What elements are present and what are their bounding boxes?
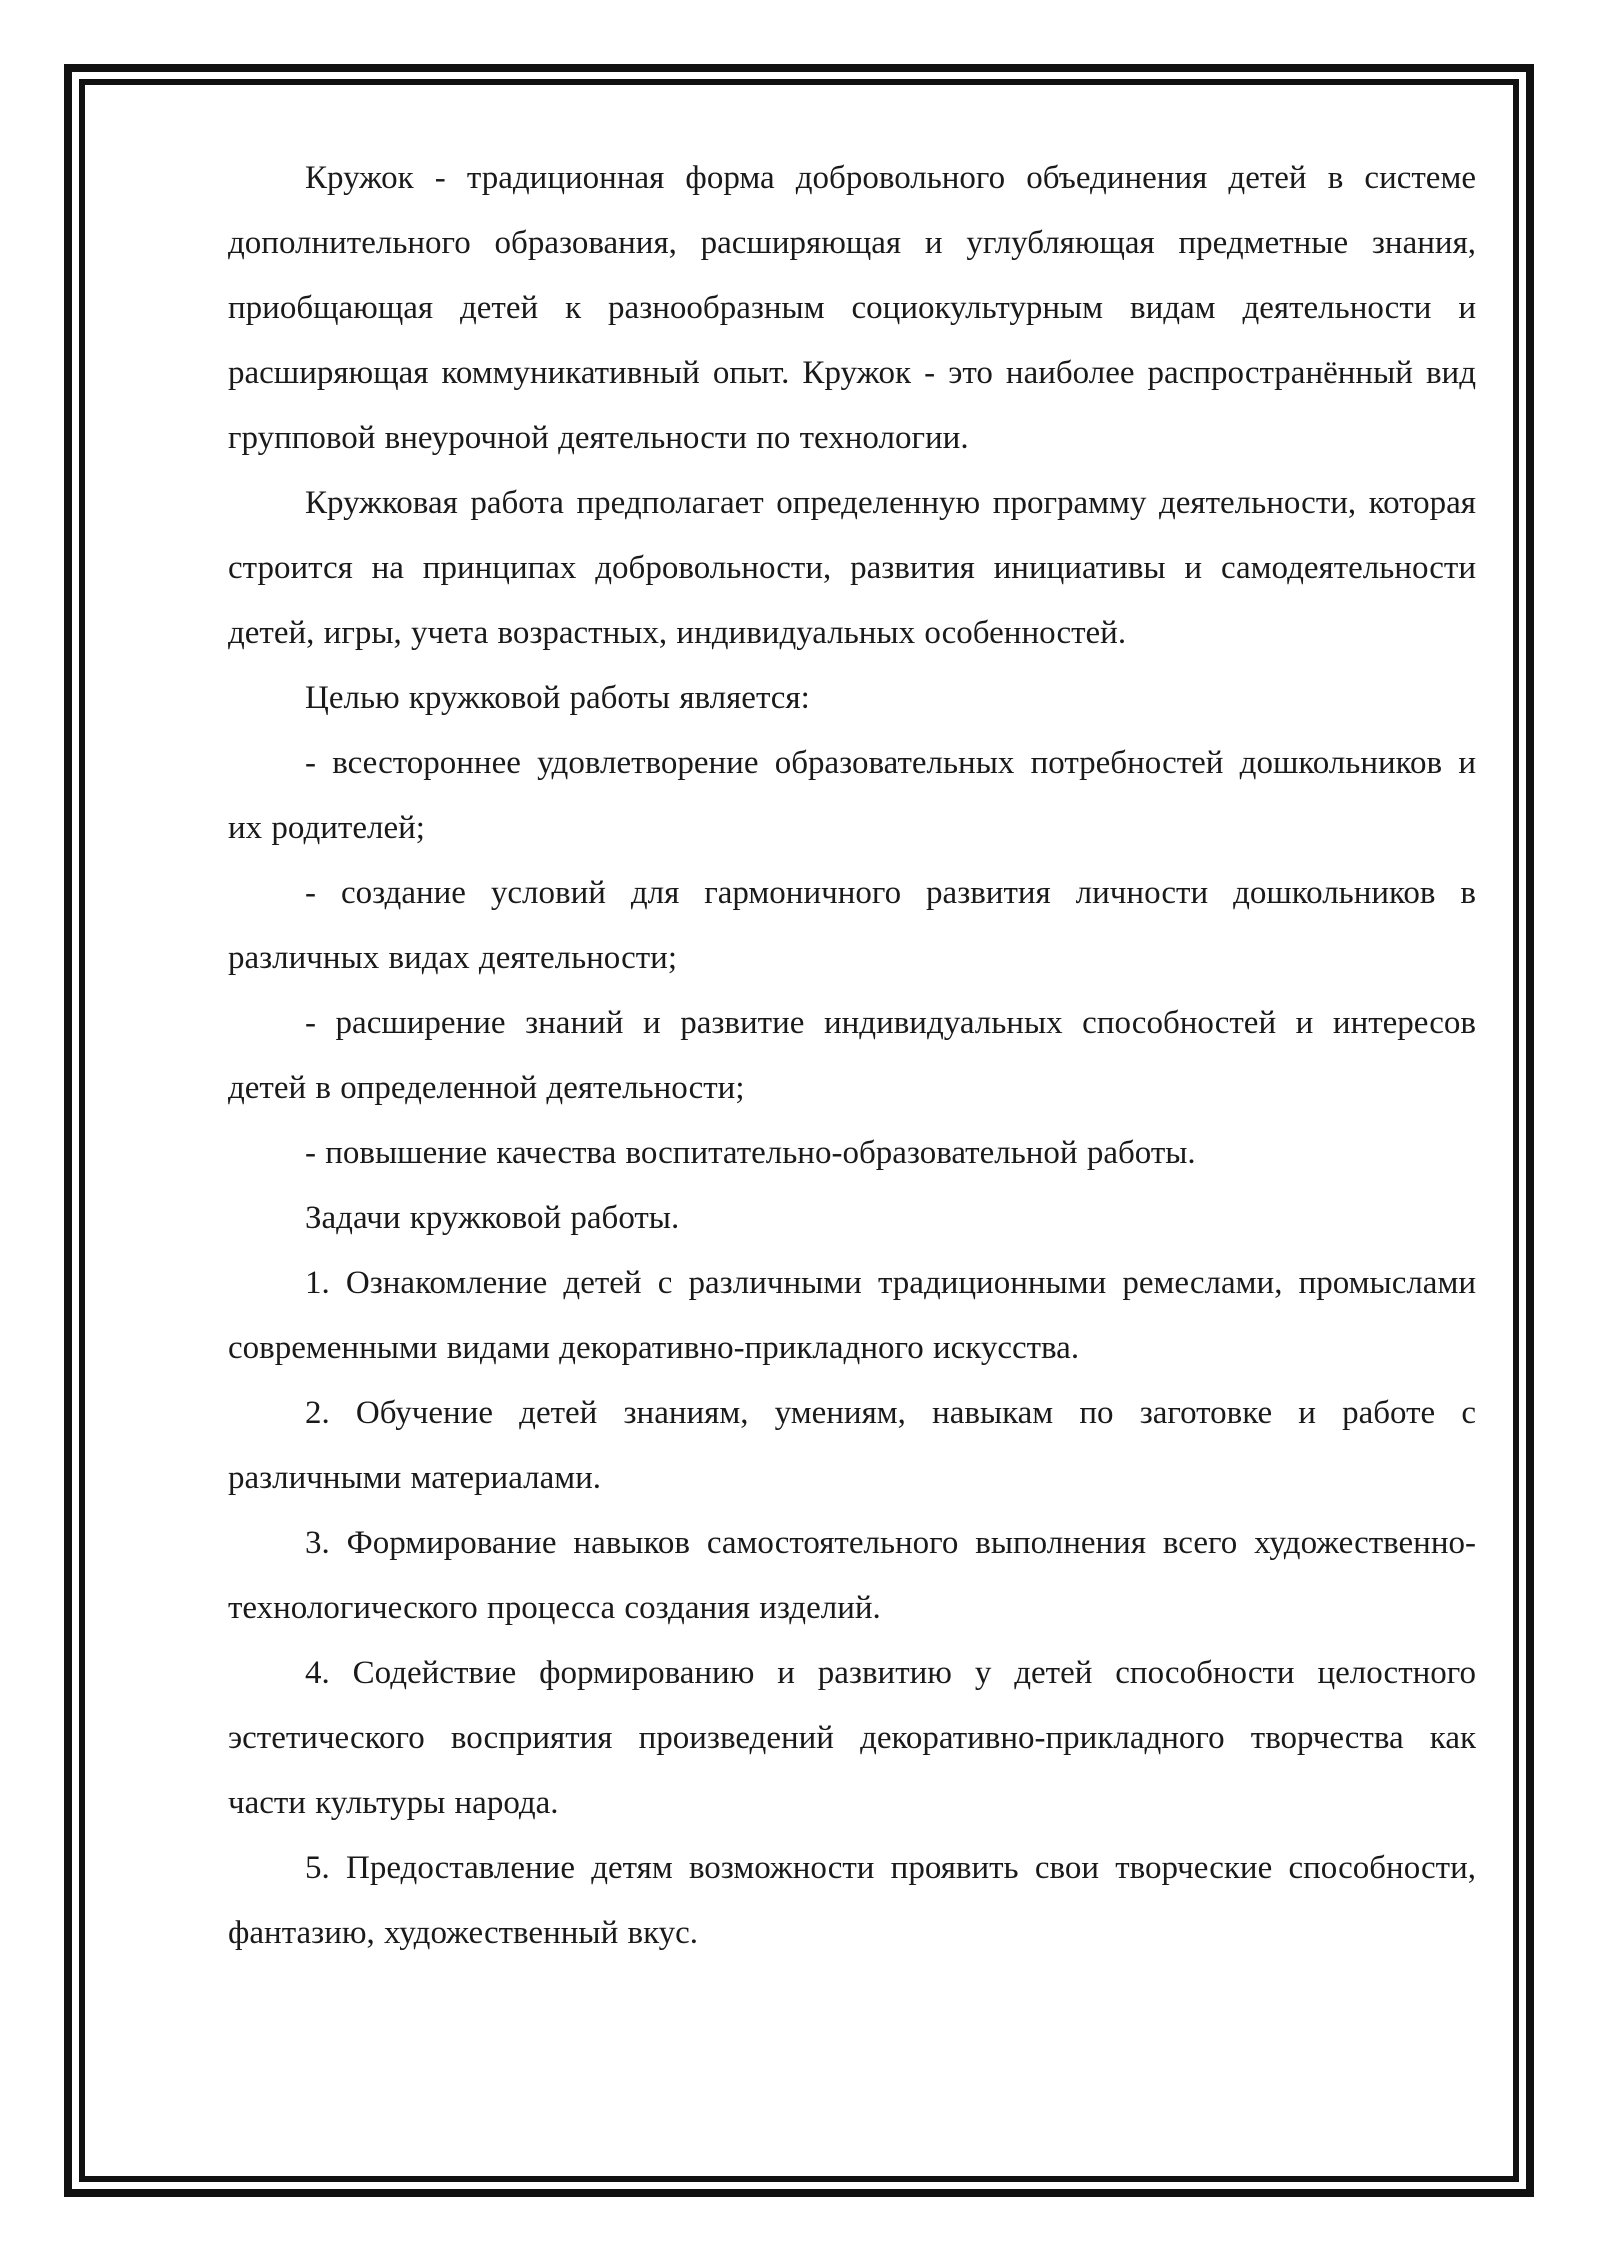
paragraph-goal-heading: Целью кружковой работы является: <box>305 680 810 716</box>
paragraph-tasks-heading: Задачи кружковой работы. <box>305 1200 680 1236</box>
list-item-task-1: 1. Ознакомление детей с различными традиционными ремеслами, промыслами современными видами декоративно-прикладного искусства. <box>228 1265 1476 1366</box>
list-item-goal-2: - создание условий для гармоничного развития личности дошкольников в различных видах деятельности; <box>228 875 1476 976</box>
list-item-task-2: 2. Обучение детей знаниям, умениям, навыкам по заготовке и работе с различными материалами. <box>228 1395 1476 1496</box>
document-body <box>228 146 1476 1966</box>
paragraph-definition: Кружок - традиционная форма добровольного объединения детей в системе дополнительного образования, расширяющая и углубляющая предметные знания, приобщающая детей к разнообразным социокультурным видам деятельности и расширяющая коммуникативный опыт. Кружок - это наиболее распространённый вид групповой внеурочной деятельности по технологии. <box>228 160 1476 456</box>
list-item-task-4: 4. Содействие формированию и развитию у детей способности целостного эстетического восприятия произведений декоративно-прикладного творчества как части культуры народа. <box>228 1655 1476 1821</box>
paragraph-program: Кружковая работа предполагает определенную программу деятельности, которая строится на принципах добровольности, развития инициативы и самодеятельности детей, игры, учета возрастных, индивидуальных особенностей. <box>228 485 1476 651</box>
list-item-goal-4: - повышение качества воспитательно-образовательной работы. <box>305 1135 1196 1171</box>
list-item-task-3: 3. Формирование навыков самостоятельного выполнения всего художественно-технологического процесса создания изделий. <box>228 1525 1476 1626</box>
list-item-task-5: 5. Предоставление детям возможности проявить свои творческие способности, фантазию, художественный вкус. <box>228 1850 1476 1951</box>
list-item-goal-1: - всестороннее удовлетворение образовательных потребностей дошкольников и их родителей; <box>228 745 1476 846</box>
list-item-goal-3: - расширение знаний и развитие индивидуальных способностей и интересов детей в определенной деятельности; <box>228 1005 1476 1106</box>
